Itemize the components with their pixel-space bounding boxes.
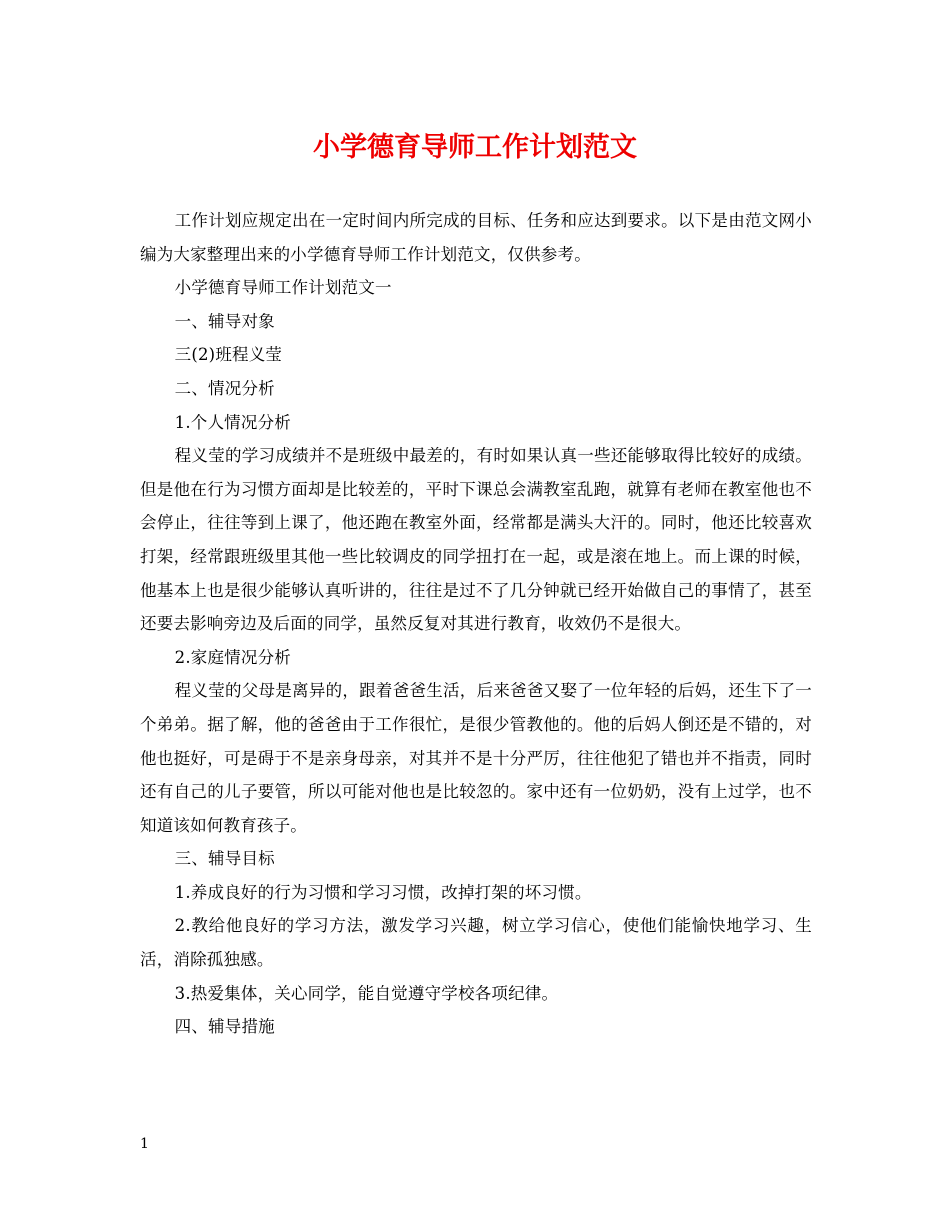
family-analysis-paragraph: 程义莹的父母是离异的，跟着爸爸生活，后来爸爸又娶了一位年轻的后妈，还生下了一个弟弟。据了解，他的爸爸由于工作很忙，是很少管教他的。他的后妈人倒还是不错的，对他也挺好，可是碍于不是亲身母亲，对其并不是十分严厉，往往他犯了错也并不指责，同时还有自己的儿子要管，所以可能对他也是比较忽的。家中还有一位奶奶，没有上过学，也不知道该如何教育孩子。 — [140, 681, 812, 835]
personal-analysis-paragraph: 程义莹的学习成绩并不是班级中最差的，有时如果认真一些还能够取得比较好的成绩。但是他在行为习惯方面却是比较差的，平时下课总会满教室乱跑，就算有老师在教室他也不会停止，往往等到上课了，他还跑在教室外面，经常都是满头大汗的。同时，他还比较喜欢打架，经常跟班级里其他一些比较调皮的同学扭打在一起，或是滚在地上。而上课的时候，他基本上也是很少能够认真听讲的，往往是过不了几分钟就已经开始做自己的事情了，甚至还要去影响旁边及后面的同学，虽然反复对其进行教育，收效仍不是很大。 — [140, 446, 812, 634]
subheading-personal-analysis: 1.个人情况分析 — [174, 412, 291, 432]
heading-guidance-measures: 四、辅导措施 — [174, 1017, 275, 1037]
goal-item-3: 3.热爱集体，关心同学，能自觉遵守学校各项纪律。 — [174, 983, 559, 1003]
intro-paragraph: 工作计划应规定出在一定时间内所完成的目标、任务和应达到要求。以下是由范文网小编为大家整理出来的小学德育导师工作计划范文，仅供参考。 — [140, 211, 812, 264]
page-number: 1 — [140, 1136, 149, 1152]
student-class-name: 三(2)班程义莹 — [174, 345, 283, 365]
heading-guidance-target: 一、辅导对象 — [174, 311, 275, 331]
heading-situation-analysis: 二、情况分析 — [174, 378, 275, 398]
goal-item-1: 1.养成良好的行为习惯和学习习惯，改掉打架的坏习惯。 — [174, 882, 592, 902]
subheading-family-analysis: 2.家庭情况分析 — [174, 647, 291, 667]
goal-item-2: 2.教给他良好的学习方法，激发学习兴趣，树立学习信心，使他们能愉快地学习、生活，消除孤独感。 — [140, 916, 812, 970]
document-title: 小学德育导师工作计划范文 — [313, 132, 637, 163]
section-heading-sample-one: 小学德育导师工作计划范文一 — [174, 278, 392, 298]
document-body — [140, 204, 812, 1044]
heading-guidance-goals: 三、辅导目标 — [174, 849, 275, 869]
